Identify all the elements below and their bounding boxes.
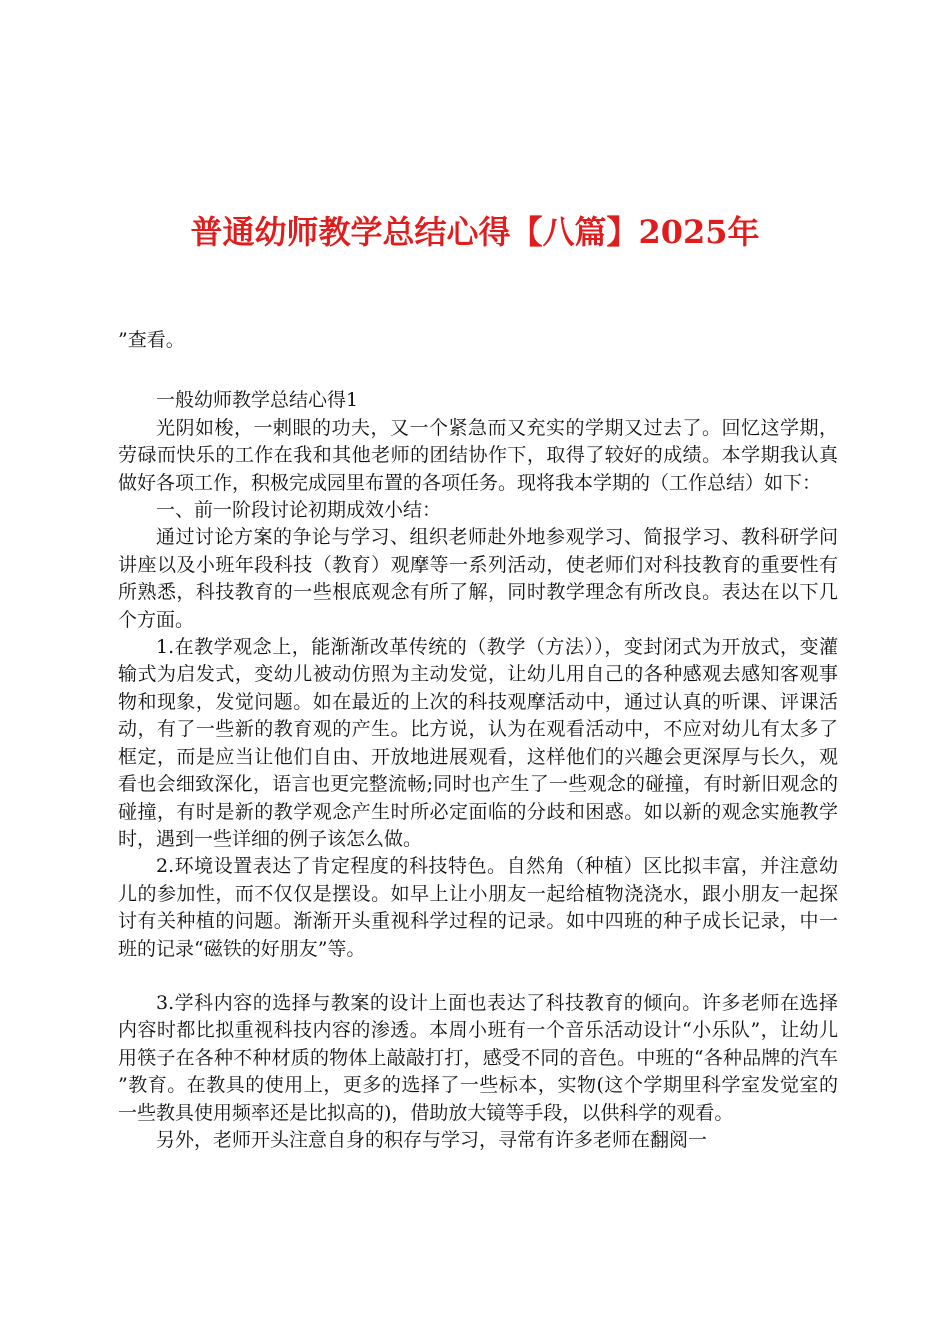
subheading: 一、前一阶段讨论初期成效小结：: [156, 499, 442, 522]
paragraph: 1.在教学观念上，能渐渐改革传统的（教学（方法）），变封闭式为开放式，变灌输式为启发式，变幼儿被动仿照为主动发觉，让幼儿用自己的各种感观去感知客观事物和现象，发觉问题。如在最近的上次的科技观摩活动中，通过认真的听课、评课活动，有了一些新的教育观的产生。比方说，认为在观看活动中，不应对幼儿有太多了框定，而是应当让他们自由、开放地进展观看，这样他们的兴趣会更深厚与长久，观看也会细致深化，语言也更完整流畅;同时也产生了一些观念的碰撞，有时新旧观念的碰撞，有时是新的教学观念产生时所必定面临的分歧和困惑。如以新的观念实施教学时，遇到一些详细的例子该怎么做。: [118, 636, 838, 850]
paragraph: 通过讨论方案的争论与学习、组织老师赴外地参观学习、简报学习、教科研学问讲座以及小班年段科技（教育）观摩等一系列活动，使老师们对科技教育的重要性有所熟悉，科技教育的一些根底观念有所了解，同时教学理念有所改良。表达在以下几个方面。: [118, 526, 838, 631]
paragraph: 光阴如梭，一剌眼的功夫，又一个紧急而又充实的学期又过去了。回忆这学期，劳碌而快乐的工作在我和其他老师的团结协作下，取得了较好的成绩。本学期我认真做好各项工作，积极完成园里布置的各项任务。现将我本学期的（工作总结）如下：: [118, 416, 838, 494]
lead-in-text: ”查看。: [118, 329, 185, 351]
paragraph: 另外，老师开头注意自身的积存与学习，寻常有许多老师在翻阅一: [156, 1128, 708, 1151]
section-heading: 一般幼师教学总结心得1: [156, 389, 359, 412]
paragraph: 2.环境设置表达了肯定程度的科技特色。自然角（种植）区比拟丰富，并注意幼儿的参加性，而不仅仅是摆设。如早上让小朋友一起给植物浇浇水，跟小朋友一起探讨有关种植的问题。渐渐开头重视科学过程的记录。如中四班的种子成长记录，中一班的记录“磁铁的好朋友”等。: [118, 855, 838, 960]
document-body: [118, 327, 838, 1154]
spacer: [118, 963, 838, 990]
paragraph: 3.学科内容的选择与教案的设计上面也表达了科技教育的倾向。许多老师在选择内容时都比拟重视科技内容的渗透。本周小班有一个音乐活动设计“小乐队”，让幼儿用筷子在各种不种材质的物体上敲敲打打，感受不同的音色。中班的“各种品牌的汽车”教育。在教具的使用上，更多的选择了一些标本，实物(这个学期里科学室发觉室的一些教具使用频率还是比拟高的)，借助放大镜等手段，以供科学的观看。: [118, 991, 838, 1124]
document-title: 普通幼师教学总结心得【八篇】2025年: [190, 213, 760, 251]
spacer: [118, 354, 838, 387]
